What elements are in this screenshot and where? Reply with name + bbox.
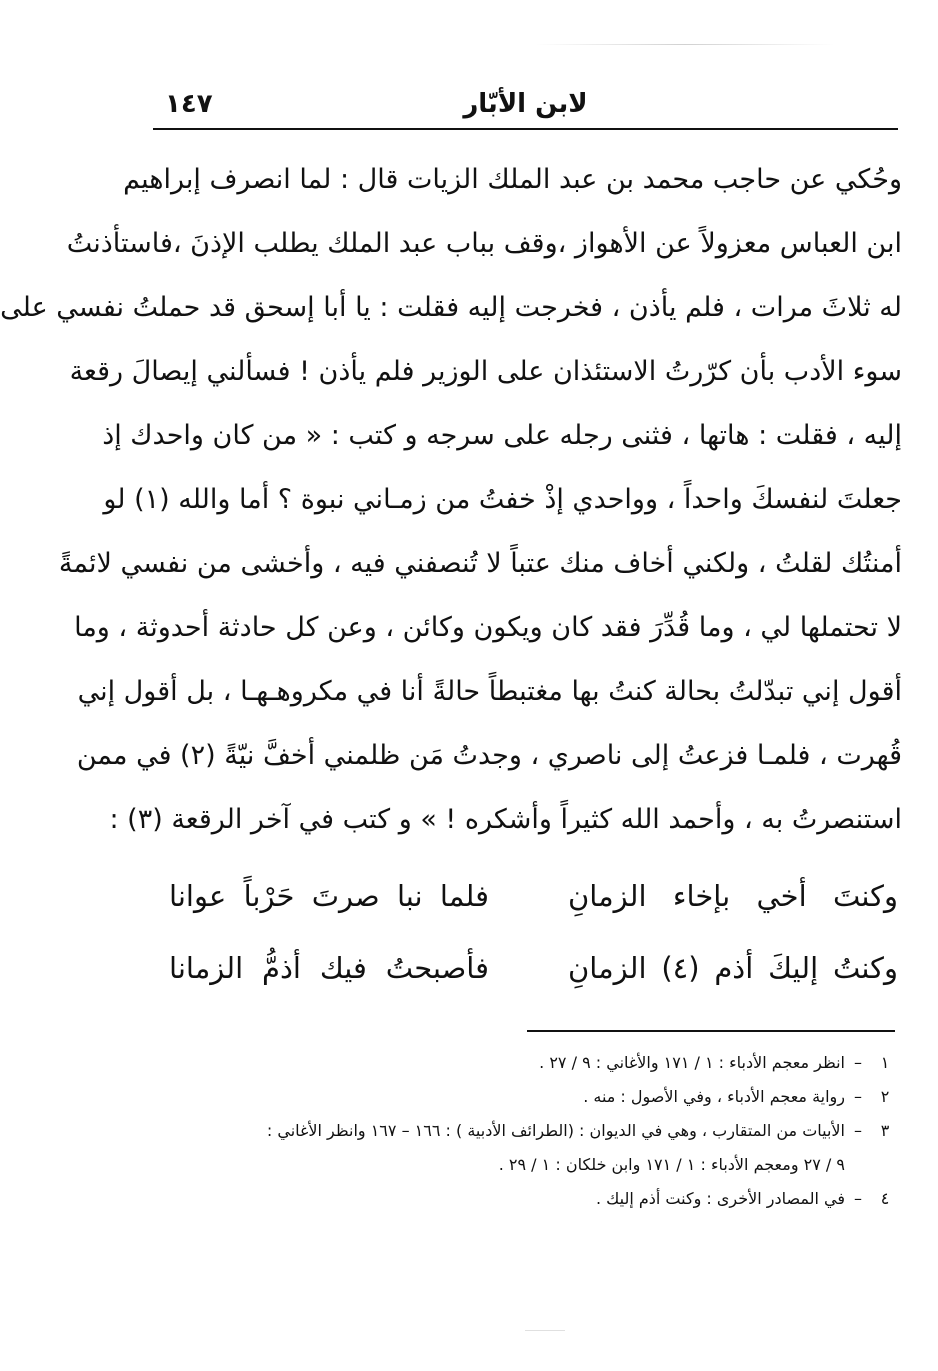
footnote bbox=[149, 1182, 899, 1216]
footnote-text: في المصادر الأخرى : وكنت أذم إليك . bbox=[595, 1189, 845, 1208]
body-text bbox=[0, 148, 902, 852]
body-line: استنصرتُ به ، وأحمد الله كثيراً وأشكره ! » و كتب في آخر الرقعة (٣) : bbox=[109, 804, 902, 835]
page-header bbox=[153, 86, 898, 126]
footnotes bbox=[149, 1046, 899, 1216]
footnote-rule bbox=[527, 1030, 895, 1032]
body-line: أمنتُك لقلتُ ، ولكني أخاف منك عتباً لا تُنصفني فيه ، وأخشى من نفسي لائمةً bbox=[58, 548, 902, 579]
scan-artifact-mark bbox=[525, 1330, 565, 1331]
verse bbox=[153, 932, 898, 1004]
footnote-number: ٢ bbox=[880, 1087, 890, 1106]
footnote-text: انظر معجم الأدباء : ١ / ١٧١ والأغاني : ٩ / ٢٧ . bbox=[539, 1053, 845, 1072]
poem-verses bbox=[153, 860, 898, 1004]
body-line: له ثلاثَ مرات ، فلم يأذن ، فخرجت إليه فقلت : يا أبا إسحق قد حملتُ نفسي على bbox=[0, 292, 902, 323]
footnote-text: الأبيات من المتقارب ، وهي في الديوان : (الطرائف الأدبية ) : ١٦٦ – ١٦٧ وانظر الأغاني : bbox=[266, 1121, 845, 1140]
verse-first-hemistich: وكنتَ أخي بإخاء الزمانِ bbox=[568, 879, 898, 913]
verse bbox=[153, 860, 898, 932]
footnote-dash: – bbox=[854, 1121, 862, 1140]
footnote-number: ١ bbox=[880, 1053, 890, 1072]
verse-second-hemistich: فلما نبا صرتَ حَرْباً عوانا bbox=[169, 879, 489, 913]
body-line: سوء الأدب بأن كرّرتُ الاستئذان على الوزير فلم يأذن ! فسألني إيصالَ رقعة bbox=[69, 356, 902, 387]
body-line: لا تحتملها لي ، وما قُدِّرَ فقد كان ويكون وكائن ، وعن كل حادثة أحدوثة ، وما bbox=[74, 612, 902, 643]
body-line: وحُكي عن حاجب محمد بن عبد الملك الزيات قال : لما انصرف إبراهيم bbox=[123, 164, 902, 195]
footnote-dash: – bbox=[854, 1189, 862, 1208]
body-line: ابن العباس معزولاً عن الأهواز ،وقف بباب عبد الملك يطلب الإذنَ ،فاستأذنتُ bbox=[66, 228, 902, 259]
running-title: لابن الأبّار bbox=[463, 89, 588, 119]
scan-artifact-line bbox=[535, 44, 835, 45]
footnote-continuation: ٩ / ٢٧ ومعجم الأدباء : ١ / ١٧١ وابن خلكان : ١ / ٢٩ . bbox=[498, 1155, 845, 1174]
verse-first-hemistich: وكنتُ إليكَ أذم (٤) الزمانِ bbox=[568, 951, 898, 985]
footnote bbox=[149, 1046, 899, 1080]
footnote-number: ٤ bbox=[880, 1189, 890, 1208]
body-line: جعلتَ لنفسكَ واحداً ، وواحدي إذْ خفتُ من زمـاني نبوة ؟ أما والله (١) لو bbox=[103, 484, 902, 515]
footnote-dash: – bbox=[854, 1087, 862, 1106]
header-rule bbox=[153, 128, 898, 130]
footnote-number: ٣ bbox=[880, 1121, 890, 1140]
verse-second-hemistich: فأصبحتُ فيك أذمُّ الزمانا bbox=[169, 951, 489, 985]
body-line: إليه ، فقلت : هاتها ، فثنى رجله على سرجه و كتب : « من كان واحدك إذ bbox=[102, 420, 902, 451]
body-line: قُهرت ، فلمـا فزعتُ إلى ناصري ، وجدتُ مَن ظلمني أخفَّ نيّةً (٢) في ممن bbox=[76, 740, 902, 771]
footnote bbox=[149, 1114, 899, 1148]
body-line: أقول إني تبدّلتُ بحالة كنتُ بها مغتبطاً حالةً أنا في مكروهـهـا ، بل أقول إني bbox=[77, 676, 902, 707]
page-number: ١٤٧ bbox=[165, 89, 213, 119]
footnote bbox=[149, 1080, 899, 1114]
footnote-text: رواية معجم الأدباء ، وفي الأصول : منه . bbox=[583, 1087, 845, 1106]
footnote-dash: – bbox=[854, 1053, 862, 1072]
